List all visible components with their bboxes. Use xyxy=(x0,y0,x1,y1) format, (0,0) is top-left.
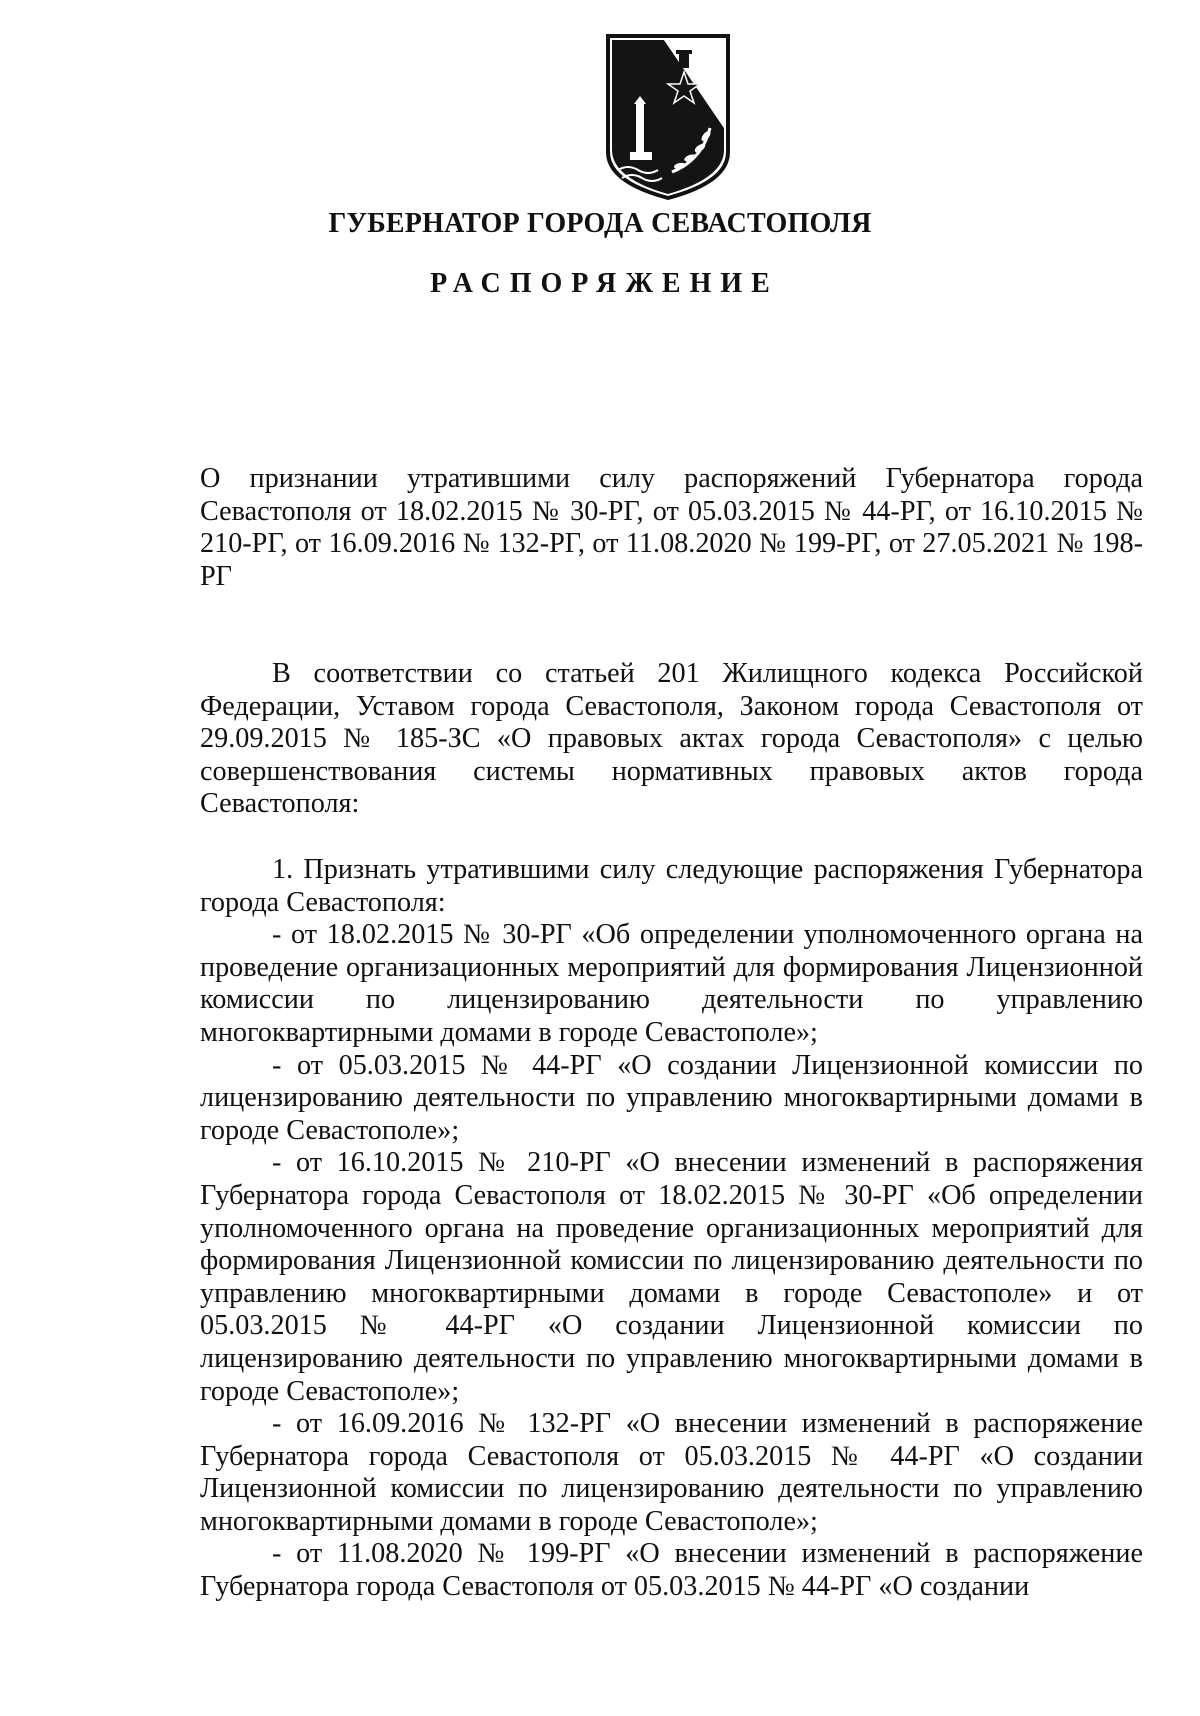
preamble xyxy=(200,658,1143,821)
item-1 xyxy=(200,854,1143,1604)
list-item: - от 11.08.2020 № 199-РГ «О внесении изменений в распоряжение Губернатора города Севастополя от 05.03.2015 № 44-РГ «О создании xyxy=(200,1538,1143,1603)
item-1-intro: 1. Признать утратившими силу следующие распоряжения Губернатора города Севастополя: xyxy=(200,854,1143,918)
issuing-authority: ГУБЕРНАТОР ГОРОДА СЕВАСТОПОЛЯ xyxy=(328,208,872,239)
document-title: О признании утратившими силу распоряжений Губернатора города Севастополя от 18.02.2015 № 30-РГ, от 05.03.2015 № 44-РГ, от 16.10.2015 № 210-РГ, от 16.09.2016 № 132-РГ, от 11.08.2020 № 199-РГ, от 27.05.2021 № 198-РГ xyxy=(200,463,1143,592)
list-item: - от 18.02.2015 № 30-РГ «Об определении уполномоченного органа на проведение организационных мероприятий для формирования Лицензионной комиссии по лицензированию деятельности по управлению многоквартирными домами в городе Севастополе»; xyxy=(200,919,1143,1048)
list-item: - от 16.10.2015 № 210-РГ «О внесении изменений в распоряжения Губернатора города Севастополя от 18.02.2015 № 30-РГ «Об определении уполномоченного органа на проведение организационных мероприятий для формирования Лицензионной комиссии по лицензированию деятельности по управлению многоквартирными домами в городе Севастополе» и от 05.03.2015 № 44-РГ «О создании Лицензионной комиссии по лицензированию деятельности по управлению многоквартирными домами в городе Севастополе»; xyxy=(200,1147,1143,1407)
document-type: РАСПОРЯЖЕНИЕ xyxy=(430,268,779,299)
preamble-paragraph: В соответствии со статьей 201 Жилищного кодекса Российской Федерации, Уставом города Севастополя, Законом города Севастополя от 29.09.2015 № 185-ЗС «О правовых актах города Севастополя» с целью совершенствования системы нормативных правовых актов города Севастополя: xyxy=(200,658,1143,820)
list-item: - от 16.09.2016 № 132-РГ «О внесении изменений в распоряжение Губернатора города Севастополя от 05.03.2015 № 44-РГ «О создании Лицензионной комиссии по лицензированию деятельности по управлению многоквартирными домами в городе Севастополе»; xyxy=(200,1408,1143,1537)
list-item: - от 05.03.2015 № 44-РГ «О создании Лицензионной комиссии по лицензированию деятельности по управлению многоквартирными домами в городе Севастополе»; xyxy=(200,1049,1143,1146)
sevastopol-coat-of-arms-icon xyxy=(602,32,734,202)
